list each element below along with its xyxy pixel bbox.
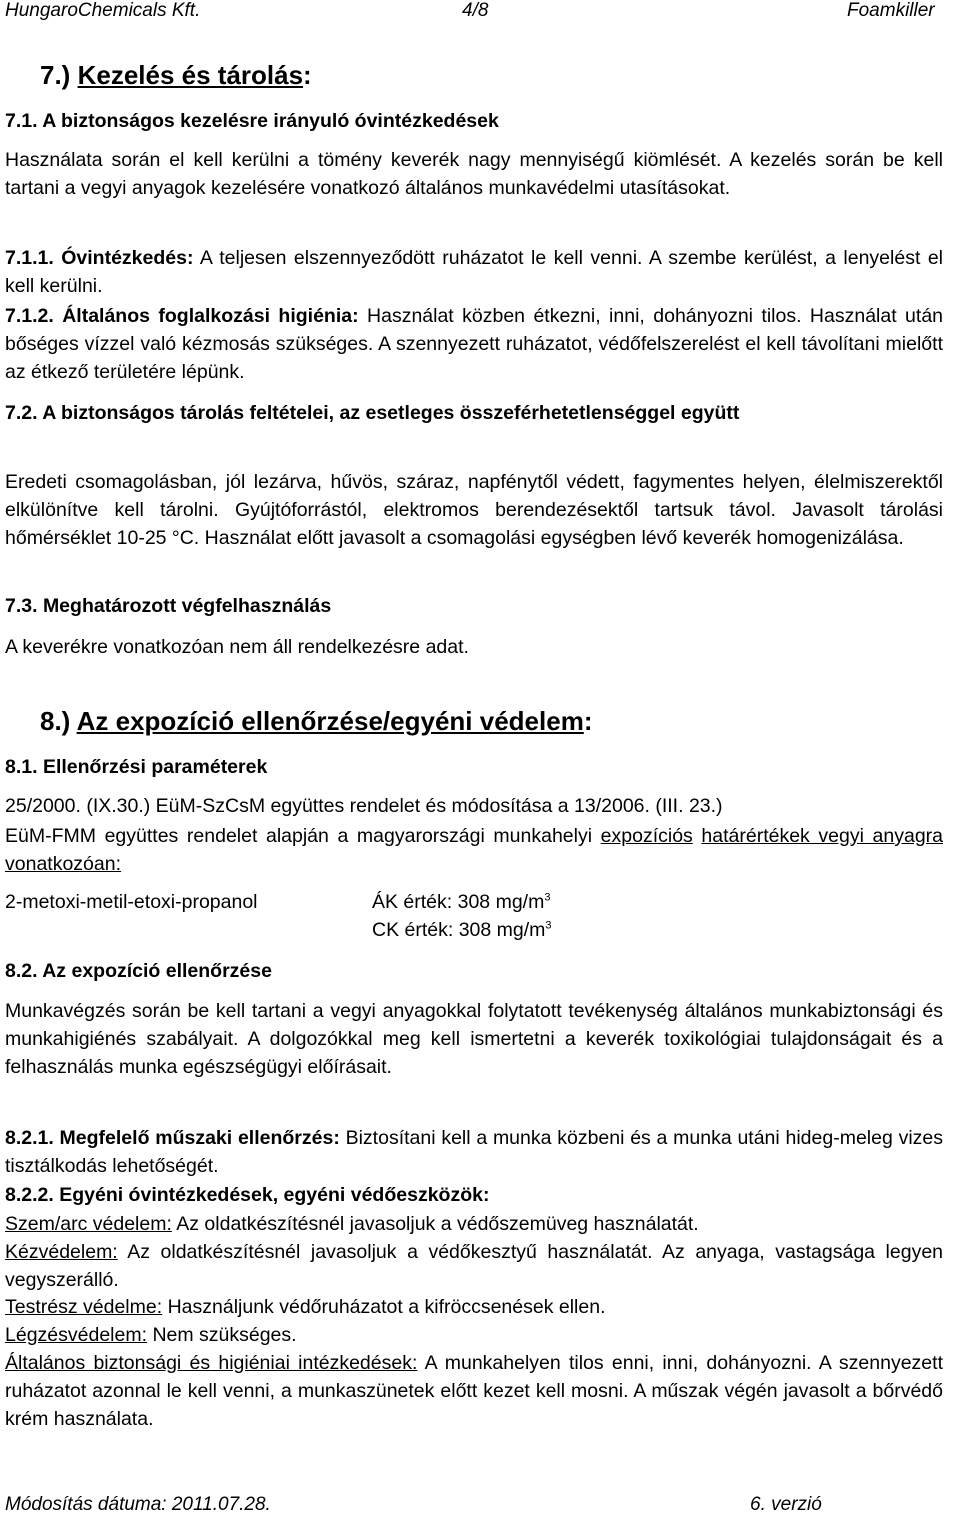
footer-revision-date: Módosítás dátuma: 2011.07.28.: [5, 1494, 271, 1515]
hand-protection: [5, 1239, 943, 1295]
paragraph-8-2: Munkavégzés során be kell tartani a vegyi anyagokkal folytatott tevékenység általános munkabiztonsági és munkahigiénés szabályait. A dolgozókkal meg kell ismertetni a keverék toxikológiai tulajdonságait és a felhasználás munka egészségügyi előírásait.: [5, 1000, 943, 1078]
section-7-colon: :: [303, 60, 312, 90]
general-hygiene-label: Általános biztonsági és higiéniai intézkedések:: [5, 1352, 418, 1374]
regulation-underlined-2: határértékek vegyi anyagra vonatkozóan:: [5, 825, 943, 875]
ck-unit-exponent: 3: [545, 919, 552, 932]
ak-value: [372, 891, 550, 914]
regulation-text: EüM-FMM együttes rendelet alapján a magyarországi munkahelyi: [5, 825, 601, 847]
paragraph-8-2-1: [5, 1125, 943, 1181]
ak-text: ÁK érték: 308 mg/m: [372, 891, 545, 913]
section-8-number: 8.): [40, 706, 71, 736]
section-7-heading: [40, 60, 312, 91]
footer-version: 6. verzió: [750, 1494, 822, 1515]
text-8-2-1: Biztosítani kell a munka közbeni és a munka utáni hideg-meleg vizes tisztálkodás lehetőségét.: [5, 1127, 943, 1177]
eye-protection-label: Szem/arc védelem:: [5, 1213, 172, 1235]
general-hygiene: [5, 1350, 943, 1433]
substance-name: 2-metoxi-metil-etoxi-propanol: [5, 891, 258, 913]
regulation-paragraph: [5, 823, 943, 879]
body-protection-label: Testrész védelme:: [5, 1296, 163, 1318]
heading-8-2-2: 8.2.2. Egyéni óvintézkedések, egyéni védőeszközök:: [5, 1184, 490, 1206]
hand-protection-text: Az oldatkészítésnél javasoljuk a védőkesztyű használatát. Az anyaga, vastagsága legyen vegyszerálló.: [5, 1241, 944, 1291]
paragraph-7-3: A keverékre vonatkozóan nem áll rendelkezésre adat.: [5, 636, 469, 658]
eye-protection-text: Az oldatkészítésnél javasoljuk a védőszemüveg használatát.: [176, 1213, 699, 1235]
body-protection: [5, 1294, 943, 1322]
respiratory-protection: [5, 1322, 943, 1350]
section-8-title: Az expozíció ellenőrzése/egyéni védelem: [76, 706, 584, 736]
text-7-1-2: Használat közben étkezni, inni, dohányozni tilos. Használat után bőséges vízzel való kézmosás szükséges. A szennyezett ruházatot, védőfelszerelést el kell távolítani mielőtt az étkező területére lépünk.: [5, 305, 944, 383]
text-7-1-1: A teljesen elszennyeződött ruházatot le kell venni. A szembe kerülést, a lenyelést el kell kerülni.: [5, 247, 944, 297]
body-protection-text: Használjunk védőruházatot a kifröccsenések ellen.: [167, 1296, 606, 1318]
ck-value: [372, 919, 552, 942]
heading-7-2: 7.2. A biztonságos tárolás feltételei, az esetleges összeférhetetlenséggel együtt: [5, 402, 740, 424]
section-8-colon: :: [583, 706, 593, 736]
heading-8-2-1: 8.2.1. Megfelelő műszaki ellenőrzés:: [5, 1127, 340, 1149]
ck-text: CK érték: 308 mg/m: [372, 919, 546, 941]
heading-8-1: 8.1. Ellenőrzési paraméterek: [5, 756, 268, 778]
heading-8-2: 8.2. Az expozíció ellenőrzése: [5, 960, 272, 982]
regulation-line-1: 25/2000. (IX.30.) EüM-SzCsM együttes rendelet és módosítása a 13/2006. (III. 23.): [5, 795, 723, 817]
paragraph-7-1-2: [5, 303, 943, 386]
heading-7-1: 7.1. A biztonságos kezelésre irányuló óvintézkedések: [5, 110, 499, 132]
header-product: Foamkiller: [847, 0, 935, 21]
respiratory-protection-text: Nem szükséges.: [152, 1324, 297, 1346]
paragraph-7-1-1: [5, 245, 943, 301]
section-7-title: Kezelés és tárolás: [77, 60, 304, 90]
respiratory-protection-label: Légzésvédelem:: [5, 1324, 148, 1346]
general-hygiene-text: A munkahelyen tilos enni, inni, dohányozni. A szennyezett ruházatot azonnal le kell venni, a munkaszünetek előtt kezet kell mosni. A műszak végén javasolt a bőrvédő krém használata.: [5, 1352, 943, 1430]
paragraph-7-1: Használata során el kell kerülni a tömény keverék nagy mennyiségű kiömlését. A kezelés során be kell tartani a vegyi anyagok kezelésére vonatkozó általános munkavédelmi utasításokat.: [5, 149, 943, 199]
regulation-underlined-1: expozíciós: [600, 825, 693, 847]
heading-7-1-2: 7.1.2. Általános foglalkozási higiénia:: [5, 305, 359, 327]
heading-7-3: 7.3. Meghatározott végfelhasználás: [5, 595, 332, 617]
section-7-number: 7.): [40, 60, 71, 90]
section-8-heading: [40, 706, 592, 737]
header-page-number: 4/8: [462, 0, 489, 21]
paragraph-7-2: Eredeti csomagolásban, jól lezárva, hűvös, száraz, napfénytől védett, fagymentes helyen, élelmiszerektől elkülönítve kell tárolni. Gyújtóforrástól, elektromos berendezésektől tartsuk távol. Javasolt tárolási hőmérséklet 10-25 °C. Használat előtt javasolt a csomagolási egységben lévő keverék homogenizálása.: [5, 471, 943, 549]
hand-protection-label: Kézvédelem:: [5, 1241, 118, 1263]
header-company: HungaroChemicals Kft.: [5, 0, 201, 21]
heading-7-1-1: 7.1.1. Óvintézkedés:: [5, 247, 194, 269]
eye-protection: [5, 1211, 943, 1239]
ak-unit-exponent: 3: [544, 891, 551, 904]
